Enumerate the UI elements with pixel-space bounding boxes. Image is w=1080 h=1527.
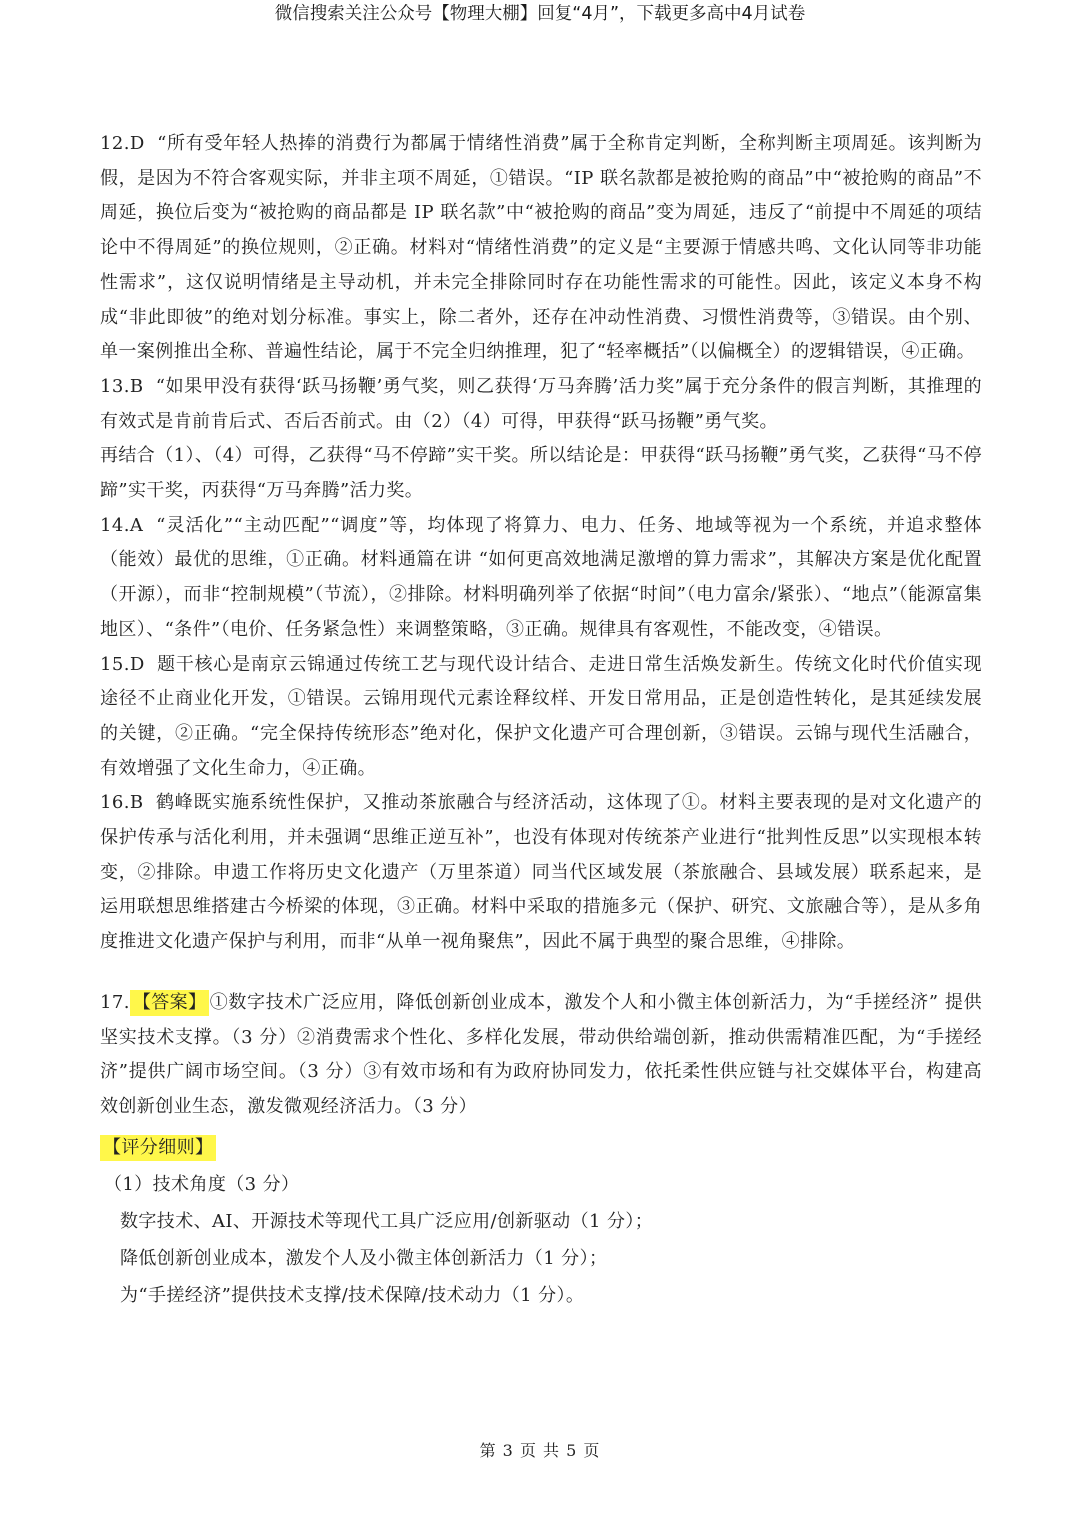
answer-14-text: “灵活化”“主动匹配”“调度”等，均体现了将算力、电力、任务、地域等视为一个系统，并追求整体（能效）最优的思维，①正确。材料通篇在讲 “如何更高效地满足激增的算力需求”，其解决方案是优化配置（开源），而非“控制规模”（节流），②排除。材料明确列举了依据“时间”（电力富余/紧张）、“地点”（能源富集地区）、“条件”（电价、任务紧急性）来调整策略，③正确。规律具有客观性，不能改变，④错误。 xyxy=(100,514,982,640)
answer-15-label: 15.D xyxy=(100,653,145,675)
answer-12 xyxy=(100,127,982,370)
rubric-item: 为“手搓经济”提供技术支撑/技术保障/技术动力（1 分）。 xyxy=(120,1284,585,1306)
answer-12-text: “所有受年轻人热捧的消费行为都属于情绪性消费”属于全称肯定判断，全称判断主项周延。该判断为假，是因为不符合客观实际，并非主项不周延，①错误。“IP 联名款都是被抢购的商品”中“被抢购的商品”不周延，换位后变为“被抢购的商品都是 IP 联名款”中“被抢购的商品”变为周延，违反了“前提中不周延的项结论中不得周延”的换位规则，②正确。材料对“情绪性消费”的定义是“主要源于情感共鸣、文化认同等非功能性需求”，这仅说明情绪是主导动机，并未完全排除同时存在功能性需求的可能性。因此，该定义本身不构成“非此即彼”的绝对划分标准。事实上，除二者外，还存在冲动性消费、习惯性消费等，③错误。由个别、单一案例推出全称、普遍性结论，属于不完全归纳推理，犯了“轻率概括”（以偏概全）的逻辑错误，④正确。 xyxy=(100,133,982,363)
answer-13-text: “如果甲没有获得‘跃马扬鞭’勇气奖，则乙获得‘万马奔腾’活力奖”属于充分条件的假言判断，其推理的有效式是肯前肯后式、否后否前式。由（2）（4）可得，甲获得“跃马扬鞭”勇气奖。 xyxy=(100,375,982,432)
answer-tag: 【答案】 xyxy=(130,990,210,1016)
answer-13-continued: 再结合（1）、（4）可得，乙获得“马不停蹄”实干奖。所以结论是：甲获得“跃马扬鞭”勇气奖，乙获得“马不停蹄”实干奖，丙获得“万马奔腾”活力奖。 xyxy=(100,445,982,502)
page-number: 第 3 页 共 5 页 xyxy=(479,1441,601,1460)
answer-14-label: 14.A xyxy=(100,514,144,536)
answer-13-label: 13.B xyxy=(100,375,144,397)
rubric-tag: 【评分细则】 xyxy=(100,1135,216,1161)
rubric-tag-line xyxy=(100,1129,982,1166)
answer-16-text: 鹤峰既实施系统性保护，又推动茶旅融合与经济活动，这体现了①。材料主要表现的是对文化遗产的保护传承与活化利用，并未强调“思维正逆互补”，也没有体现对传统茶产业进行“批判性反思”以实现根本转变，②排除。申遗工作将历史文化遗产（万里茶道）同当代区域发展（茶旅融合、县域发展）联系起来，是运用联想思维搭建古今桥梁的体现，③正确。材料中采取的措施多元（保护、研究、文旅融合等），是从多角度推进文化遗产保护与利用，而非“从单一视角聚焦”，因此不属于典型的聚合思维，④排除。 xyxy=(100,792,982,953)
rubric-item: 降低创新创业成本，激发个人及小微主体创新活力（1 分）； xyxy=(120,1247,608,1269)
answer-content xyxy=(100,127,982,1314)
rubric-item: 数字技术、AI、开源技术等现代工具广泛应用/创新驱动（1 分）； xyxy=(120,1210,654,1232)
answer-15-text: 题干核心是南京云锦通过传统工艺与现代设计结合、走进日常生活焕发新生。传统文化时代价值实现途径不止商业化开发，①错误。云锦用现代元素诠释纹样、开发日常用品，正是创造性转化，是其延续发展的关键，②正确。“完全保持传统形态”绝对化，保护文化遗产可合理创新，③错误。云锦与现代生活融合，有效增强了文化生命力，④正确。 xyxy=(100,653,982,779)
answer-17-number: 17. xyxy=(100,991,130,1013)
answer-16-label: 16.B xyxy=(100,792,144,814)
answer-17 xyxy=(100,986,982,1125)
answer-13 xyxy=(100,370,982,439)
answer-14 xyxy=(100,509,982,648)
answer-15 xyxy=(100,648,982,787)
answer-17-text: ①数字技术广泛应用，降低创新创业成本，激发个人和小微主体创新活力，为“手搓经济” 提供坚实技术支撑。（3 分）②消费需求个性化、多样化发展，带动供给端创新，推动供需精准匹配，为“手搓经济”提供广阔市场空间。（3 分）③有效市场和有为政府协同发力，依托柔性供应链与社交媒体平台，构建高效创新创业生态，激发微观经济活力。（3 分） xyxy=(100,991,982,1117)
answer-16 xyxy=(100,786,982,960)
answer-12-label: 12.D xyxy=(100,133,145,154)
top-banner: 微信搜索关注公众号【物理大棚】回复“4月”，下载更多高中4月试卷 xyxy=(274,4,806,24)
rubric-heading: （1）技术角度（3 分） xyxy=(104,1173,300,1195)
